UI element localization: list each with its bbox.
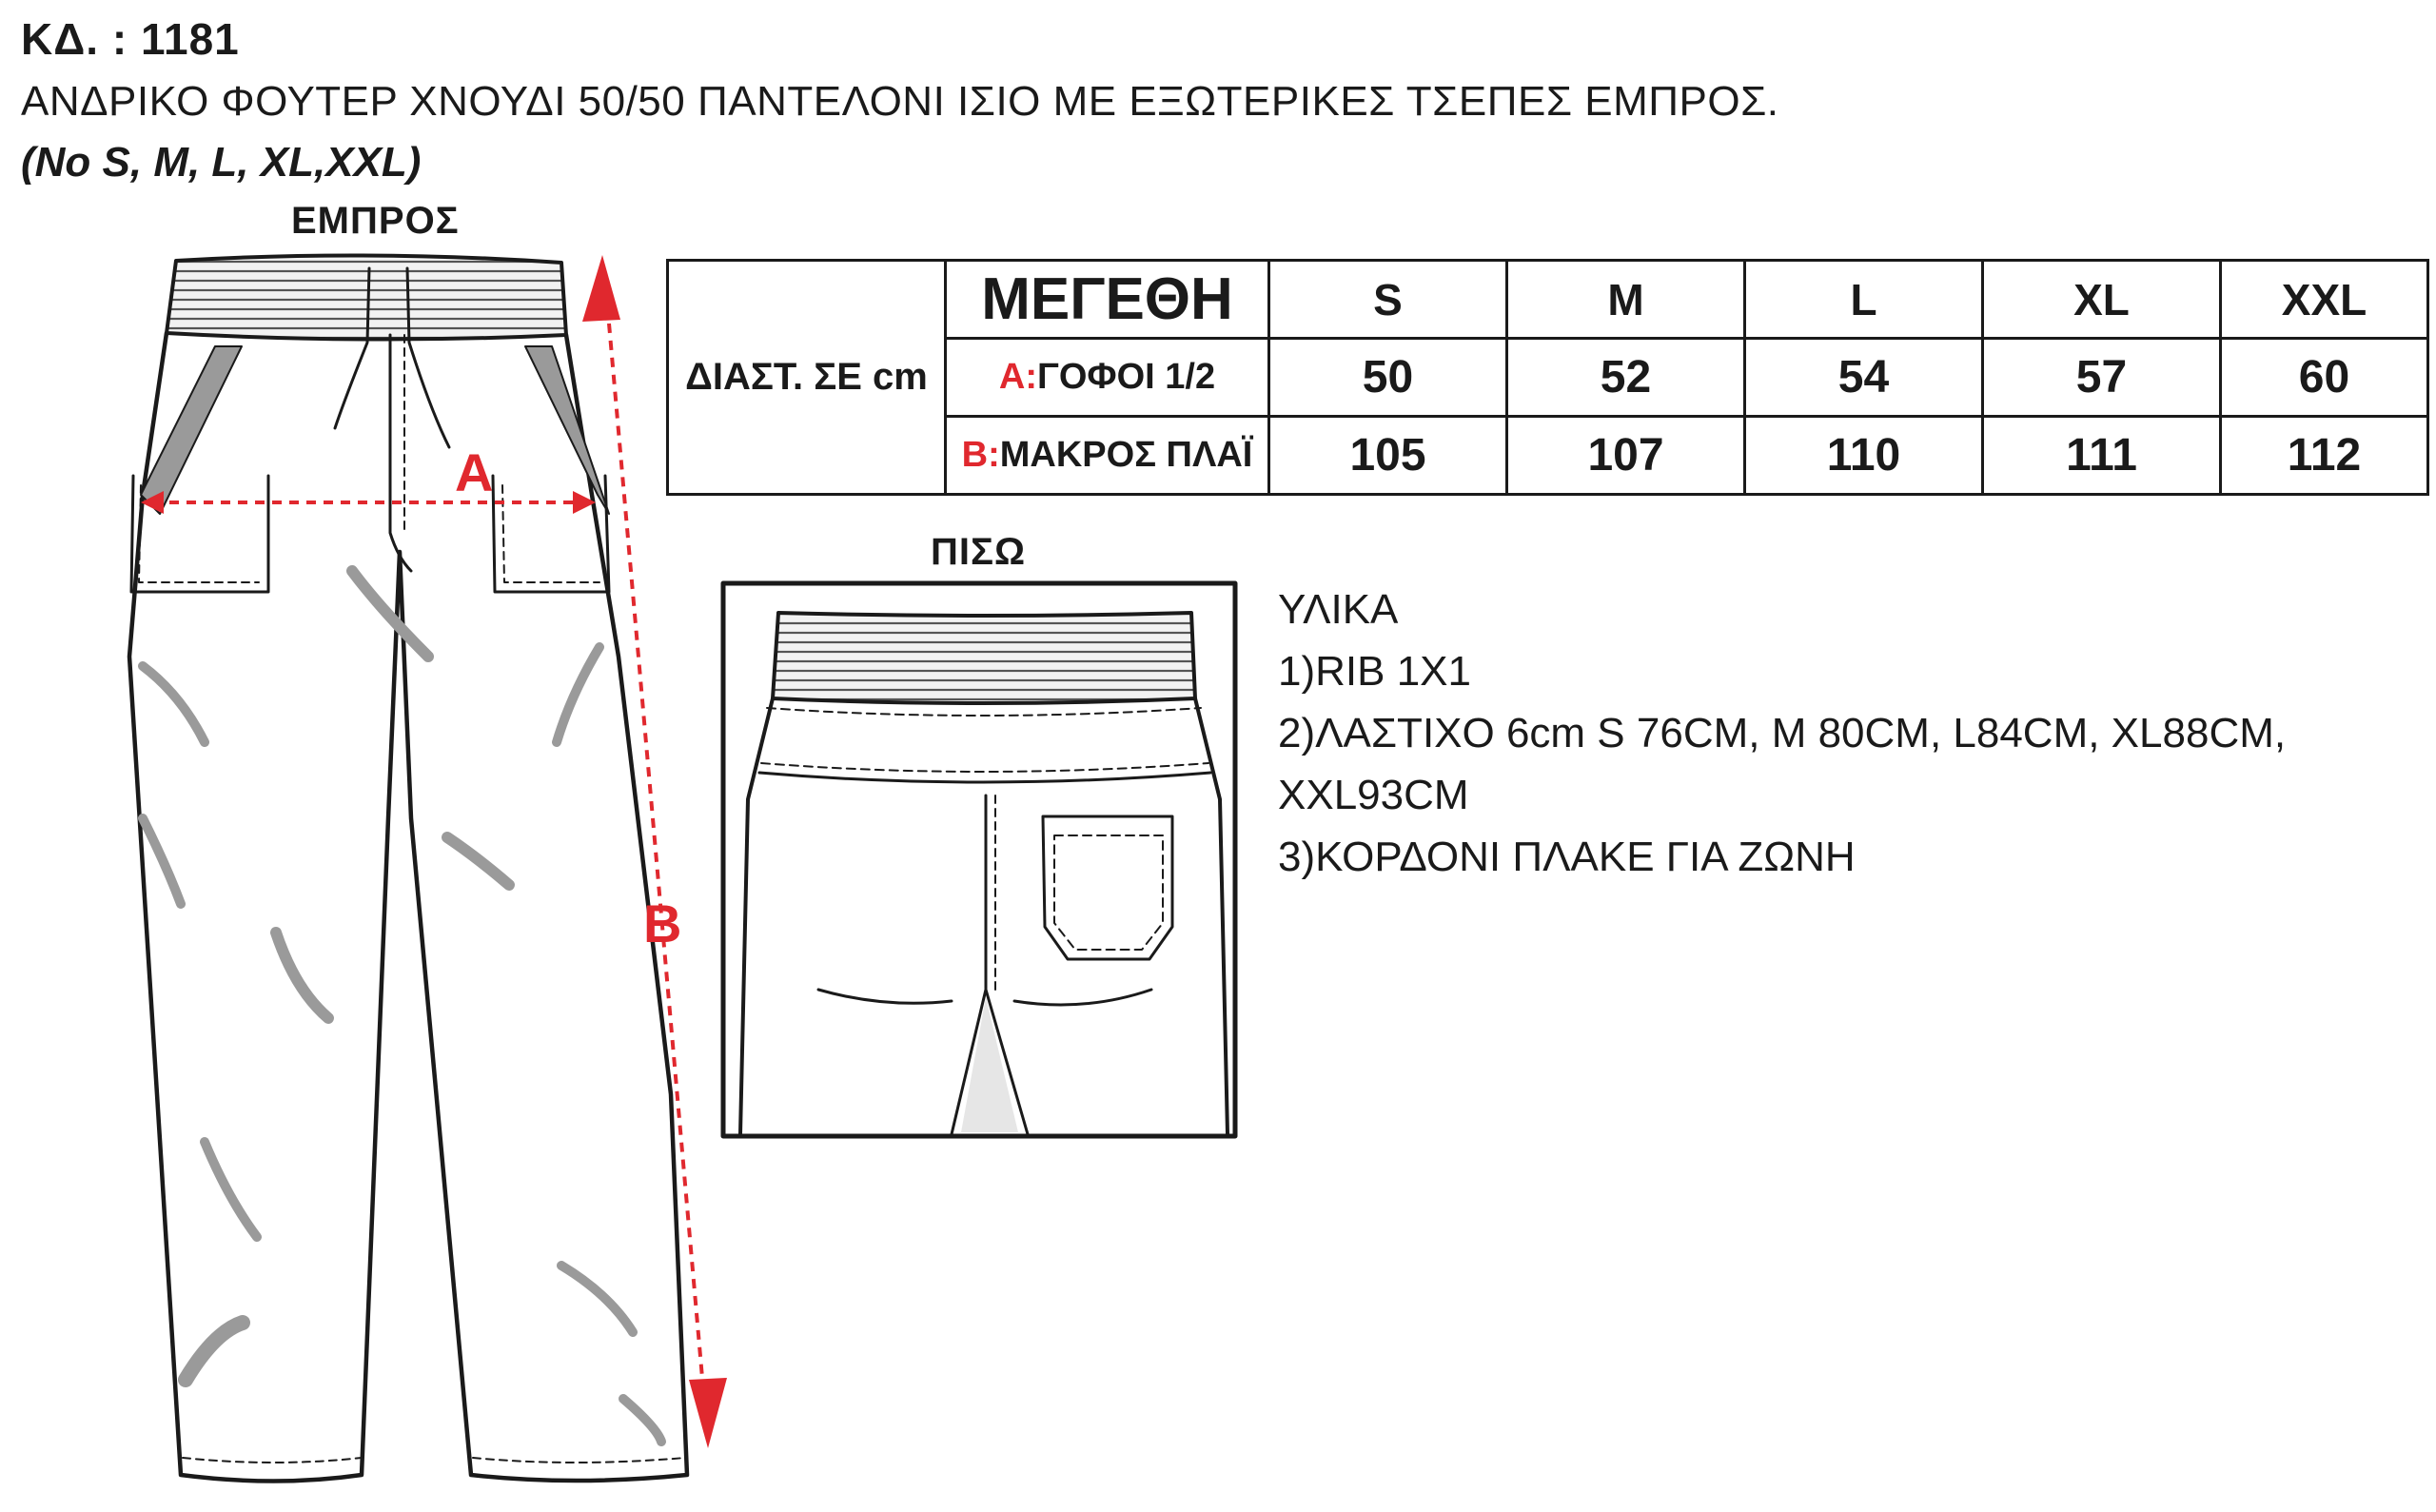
back-pocket-stitch [1054,835,1163,950]
back-crotch-shade [961,997,1018,1132]
front-fold-6 [276,933,328,1018]
materials-title: ΥΛΙΚΑ [1278,586,1399,633]
front-view-label: ΕΜΠΡΟΣ [291,200,460,242]
back-yoke-stitch-2 [761,763,1208,772]
front-fly [390,335,411,571]
sizes-note: (No S, M, L, XL,XXL) [21,139,422,186]
row-a-value-m: 52 [1507,339,1745,417]
front-pants-drawing [129,255,687,1481]
row-b-value-xxl: 112 [2221,417,2428,495]
front-fold-3 [557,647,599,742]
row-b-value-m: 107 [1507,417,1745,495]
front-fold-2 [143,666,205,742]
back-seat-left [818,990,952,1003]
front-fold-4 [447,837,509,885]
product-description: ΑΝΔΡΙΚΟ ΦΟΥΤΕΡ ΧΝΟΥΔΙ 50/50 ΠΑΝΤΕΛΟΝΙ ΙΣΙΟ ΜΕ ΕΞΩΤΕΡΙΚΕΣ ΤΣΕΠΕΣ ΕΜΠΡΟΣ. [21,78,1779,125]
back-seat-right [1014,990,1151,1005]
row-a-value-xxl: 60 [2221,339,2428,417]
front-fold-5 [143,818,181,904]
materials-item: 3)ΚΟΡΔΟΝΙ ΠΛΑΚΕ ΓΙΑ ΖΩΝΗ [1278,834,1856,880]
row-a-name: ΓΟΦΟΙ 1/2 [1037,357,1216,397]
materials-list [1278,579,2286,888]
front-right-pocket-panel [525,346,609,514]
size-header-xl: XL [1983,261,2221,339]
sizes-header: ΜΕΓΕΘΗ [946,261,1269,339]
size-header-xxl: XXL [2221,261,2428,339]
front-fold-1 [352,571,428,657]
row-b-key: B: [961,435,1000,475]
front-left-pocket-panel [141,346,242,514]
front-left-hem-stitch [183,1458,362,1463]
row-b-value-xl: 111 [1983,417,2221,495]
materials-item: XXL93CM [1278,772,1469,818]
size-header-l: L [1745,261,1983,339]
measure-a-label: A [455,442,494,502]
row-a-value-l: 54 [1745,339,1983,417]
front-fold-7 [205,1142,257,1237]
back-yoke-stitch-1 [767,708,1201,716]
product-code: ΚΔ. : 1181 [21,14,240,64]
materials-item: 2)ΛΑΣΤΙΧΟ 6cm S 76CM, M 80CM, L84CM, XL88CM, [1278,710,2287,756]
back-view-label: ΠΙΣΩ [931,531,1027,573]
back-pants-drawing [723,583,1235,1136]
size-table [666,259,2429,496]
row-a-value-s: 50 [1269,339,1507,417]
front-right-hem-stitch [473,1458,685,1463]
measure-a-line [141,491,596,514]
front-fold-9 [561,1266,633,1332]
row-a-key: A: [998,357,1037,397]
materials-item: 1)RIB 1X1 [1278,648,1471,695]
row-b-name: ΜΑΚΡΟΣ ΠΛΑΪ [999,435,1253,475]
front-fold-10 [623,1399,661,1442]
back-waistband [773,613,1195,703]
size-header-s: S [1269,261,1507,339]
row-a-value-xl: 57 [1983,339,2221,417]
dimensions-label: ΔΙΑΣΤ. ΣΕ cm [668,261,946,495]
row-b-value-l: 110 [1745,417,1983,495]
size-table-header-row [668,261,2428,339]
row-a-label [946,339,1269,417]
row-b-value-s: 105 [1269,417,1507,495]
back-side-right [1195,698,1228,1134]
size-header-m: M [1507,261,1745,339]
back-yoke-seam [759,773,1210,782]
row-b-label [946,417,1269,495]
back-pocket [1043,816,1172,959]
front-fold-8 [186,1323,243,1380]
measure-b-label: B [643,893,682,953]
